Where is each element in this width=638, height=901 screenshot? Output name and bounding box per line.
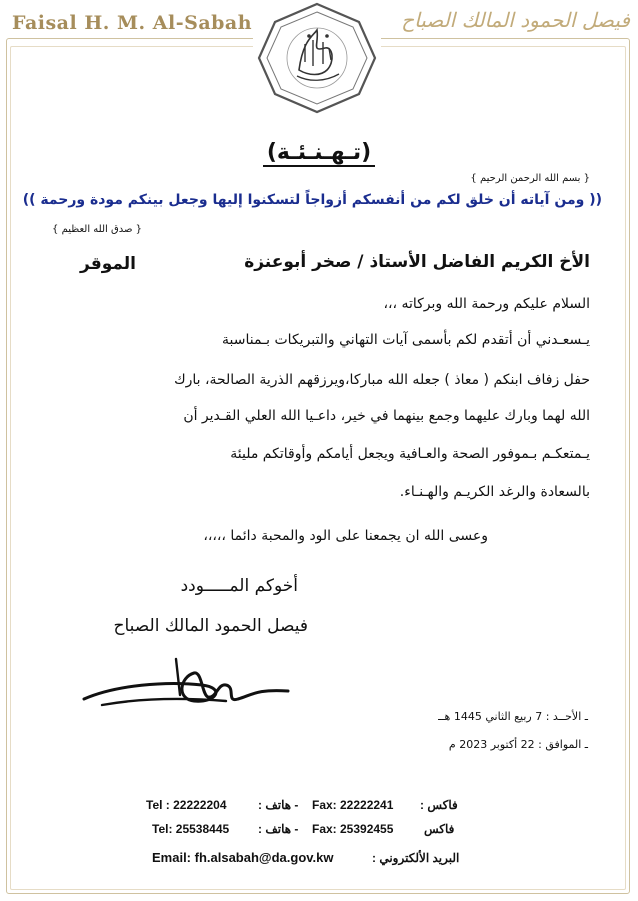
tel-2: Tel: 25538445 [152, 822, 230, 836]
tel-label-1: - هاتف : [258, 798, 299, 812]
basmala: { بسم الله الرحمن الرحيم } [470, 173, 590, 184]
seal-emblem-icon [253, 0, 381, 116]
greeting: السلام عليكم ورحمة الله وبركاته ،،، [383, 296, 590, 312]
sign-off: أخوكم المـــــودد [180, 576, 298, 596]
body-line: بالسعادة والرغد الكريـم والهـنـاء. [399, 484, 590, 500]
fax-2: Fax: 25392455 [312, 822, 394, 836]
letter-title: (تـهـنـئـة) [0, 140, 638, 165]
date-hijri: ـ الأحــد : 7 ربيع الثاني 1445 هــ [438, 710, 588, 723]
email-label: البريد الألكتروني : [372, 851, 460, 865]
sadaqa-text: { صدق الله العظيم } [52, 224, 142, 235]
fax-1: Fax: 22222241 [312, 798, 394, 812]
fax-label-1: فاكس : [420, 798, 458, 812]
closing-line: وعسى الله ان يجمعنا على الود والمحبة دائما ،،،،، [203, 528, 488, 544]
recipient-honorific: الموقر [80, 254, 136, 274]
letterhead-name-english: Faisal H. M. Al-Sabah [12, 12, 253, 34]
signer-name: فيصل الحمود المالك الصباح [113, 616, 308, 636]
tel-1: Tel : 22222204 [146, 798, 227, 812]
date-gregorian: ـ الموافق : 22 أكتوبر 2023 م [448, 738, 588, 751]
quran-verse: (( ومن آياته أن خلق لكم من أنفسكم أزواجاً لتسكنوا إليها وجعل بينكم مودة ورحمة )) [22, 192, 602, 208]
body-line: حفل زفاف ابنكم ( معاذ ) جعله الله مباركا،ويرزقهم الذرية الصالحة، بارك [174, 372, 590, 388]
body-line: يـمتعكـم بـموفور الصحة والعـافية ويجعل أيامكم وأوقاتكم مليئة [230, 446, 590, 462]
tel-label-2: - هاتف : [258, 822, 299, 836]
letterhead-name-arabic: فيصل الحمود المالك الصباح [401, 8, 630, 32]
body-line: يـسعـدني أن أتقدم لكم بأسمى آيات التهاني والتبريكات بـمناسبة [222, 332, 590, 348]
handwritten-signature [76, 655, 296, 720]
body-line: الله لهما وبارك عليهما وجمع بينهما في خير، داعـيا الله العلي القـدير أن [183, 408, 590, 424]
email-address[interactable]: Email: fh.alsabah@da.gov.kw [152, 850, 334, 865]
fax-label-2: فاكس [424, 822, 455, 836]
recipient-line: الأخ الكريم الفاضل الأستاذ / صخر أبوعنزة [244, 252, 590, 272]
